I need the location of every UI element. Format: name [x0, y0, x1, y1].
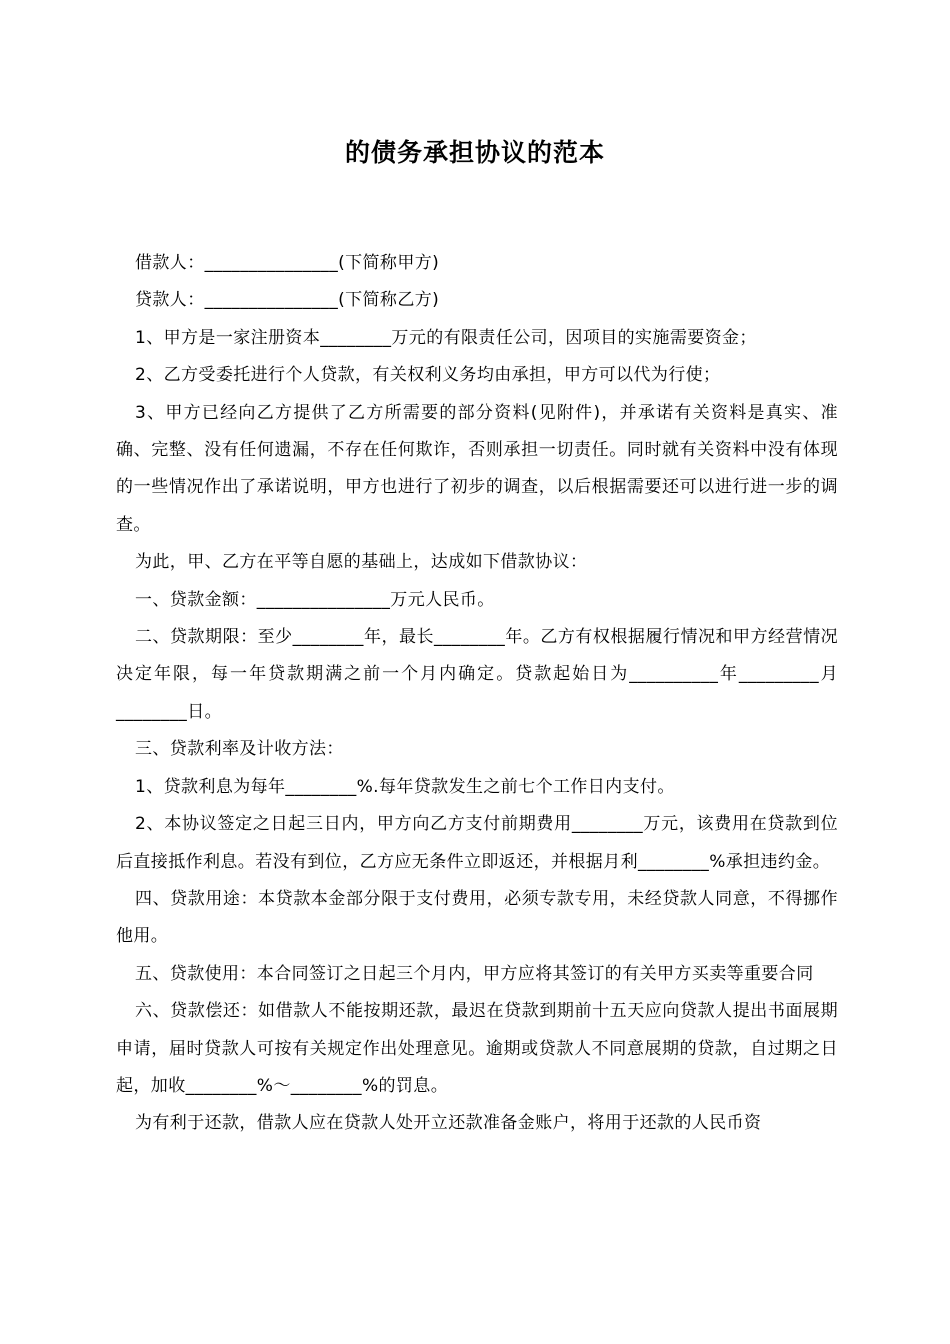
paragraph-interest-2: 2、本协议签定之日起三日内，甲方向乙方支付前期费用________万元，该费用在贷款到位后直接抵作利息。若没有到位，乙方应无条件立即返还，并根据月利________%承担违约金。	[116, 814, 838, 872]
document-title: 的债务承担协议的范本	[344, 138, 605, 167]
paragraph-loan-repayment: 六、贷款偿还：如借款人不能按期还款，最迟在贷款到期前十五天应向贷款人提出书面展期申请，届时贷款人可按有关规定作出处理意见。逾期或贷款人不同意展期的贷款，自过期之日起，加收________%～________%的罚息。	[116, 1001, 838, 1096]
paragraph-recital-3: 3、甲方已经向乙方提供了乙方所需要的部分资料(见附件)，并承诺有关资料是真实、准确、完整、没有任何遗漏，不存在任何欺诈，否则承担一切责任。同时就有关资料中没有体现的一些情况作出了承诺说明，甲方也进行了初步的调查，以后根据需要还可以进行进一步的调查。	[116, 402, 838, 535]
paragraph-loan-term: 二、贷款期限：至少________年，最长________年。乙方有权根据履行情况和甲方经营情况决定年限，每一年贷款期满之前一个月内确定。贷款起始日为__________年_________月________日。	[116, 627, 838, 722]
paragraph-recital-2: 2、乙方受委托进行个人贷款，有关权利义务均由承担，甲方可以代为行使；	[135, 365, 721, 386]
paragraph-recital-1: 1、甲方是一家注册资本________万元的有限责任公司，因项目的实施需要资金；	[135, 327, 757, 348]
paragraph-repayment-account: 为有利于还款，借款人应在贷款人处开立还款准备金账户，将用于还款的人民币资	[135, 1113, 762, 1134]
document-body	[116, 245, 838, 1143]
paragraph-loan-purpose: 四、贷款用途：本贷款本金部分限于支付费用，必须专款专用，未经贷款人同意，不得挪作他用。	[116, 888, 838, 947]
paragraph-loan-amount: 一、贷款金额：_______________万元人民币。	[135, 589, 495, 610]
paragraph-interest-heading: 三、贷款利率及计收方法：	[135, 739, 344, 760]
paragraph-lender: 贷款人：_______________(下简称乙方)	[135, 290, 440, 311]
paragraph-interest-1: 1、贷款利息为每年________%.每年贷款发生之前七个工作日内支付。	[135, 776, 675, 797]
paragraph-borrower: 借款人：_______________(下简称甲方)	[135, 253, 440, 273]
paragraph-agreement-intro: 为此，甲、乙方在平等自愿的基础上，达成如下借款协议：	[135, 552, 588, 573]
paragraph-loan-use: 五、贷款使用：本合同签订之日起三个月内，甲方应将其签订的有关甲方买卖等重要合同	[135, 963, 814, 984]
